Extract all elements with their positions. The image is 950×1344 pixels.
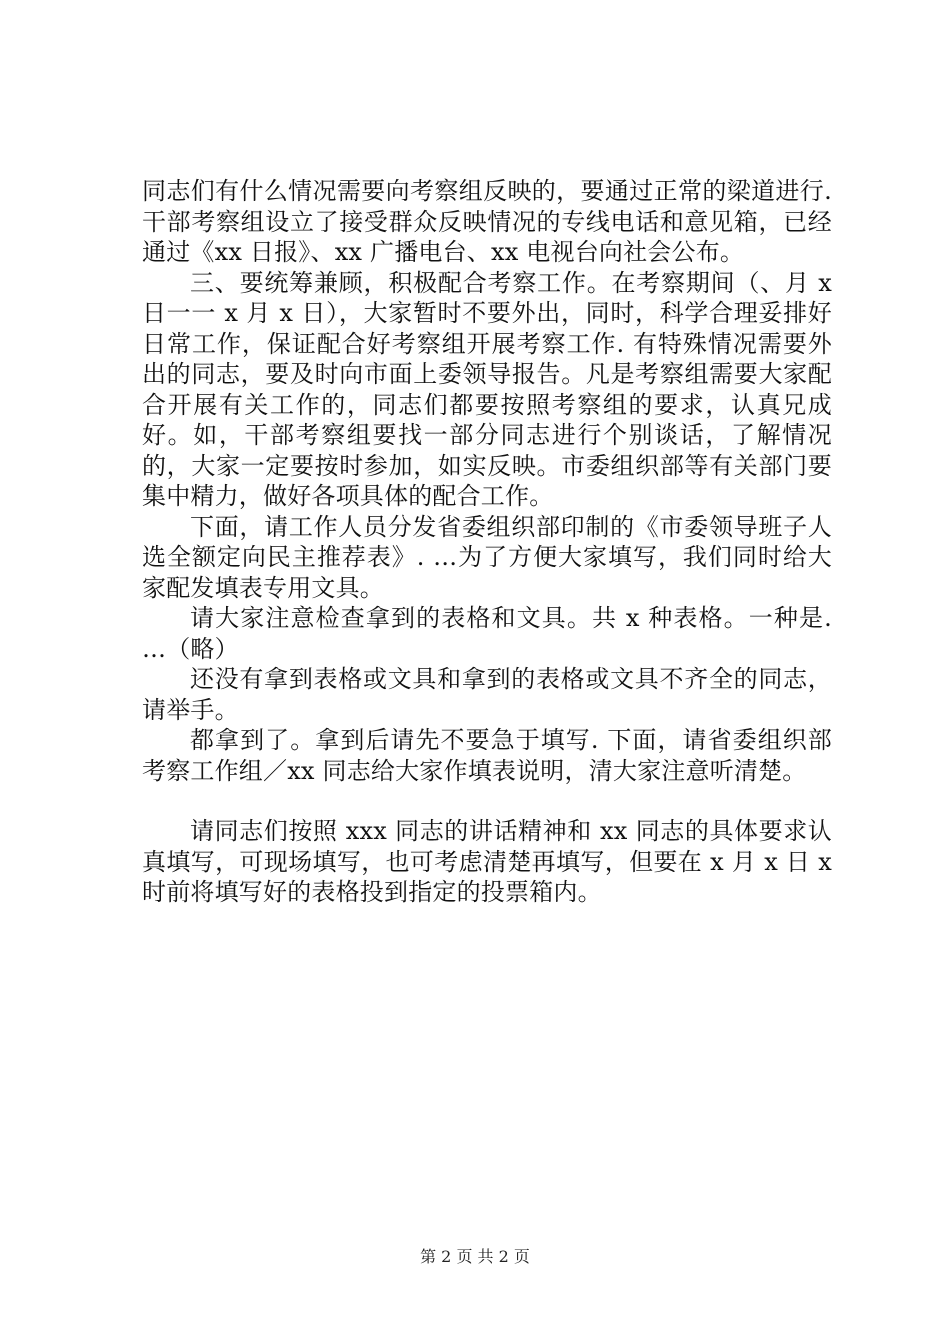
paragraph-3: 下面，请工作人员分发省委组织部印制的《市委领导班子人选全额定向民主推荐表》. …为了方便大家填写，我们同时给大家配发填表专用文具。 [142, 512, 832, 602]
paragraph-5: 还没有拿到表格或文具和拿到的表格或文具不齐全的同志，请举手。 [142, 665, 832, 724]
paragraph-6: 都拿到了。拿到后请先不要急于填写. 下面，请省委组织部考察工作组／xx 同志给大家作填表说明，清大家注意听清楚。 [142, 726, 832, 785]
paragraph-4: 请大家注意检查拿到的表格和文具。共 x 种表格。一种是. …（略） [142, 604, 832, 663]
paragraph-2: 三、要统筹兼顾，积极配合考察工作。在考察期间（、月 x 日一一 x 月 x 日），大家暂时不要外出，同时，科学合理妥排好日常工作，保证配合好考察组开展考察工作. 有特殊情况需要外出的同志，要及时向市面上委领导报告。凡是考察组需要大家配合开展有关工作的，同志们都要按照考察组的要求，认真兄成好。如，干部考察组要找一部分同志进行个别谈话，了解情况的，大家一定要按时参加，如实反映。市委组织部等有关部门要集中精力，做好各项具体的配合工作。 [142, 268, 832, 510]
document-body [142, 176, 832, 908]
paragraph-1: 同志们有什么情况需要向考察组反映的，要通过正常的梁道进行. 干部考察组设立了接受群众反映情况的专线电话和意见箱，已经通过《xx 日报》、xx 广播电台、xx 电视台向社会公布。 [142, 177, 832, 266]
paragraph-7: 请同志们按照 xxx 同志的讲话精神和 xx 同志的具体要求认真填写，可现场填写，也可考虑清楚再填写，但要在 x 月 x 日 x 时前将填写好的表格投到指定的投票箱内。 [142, 817, 832, 906]
page-number-footer: 第 2 页 共 2 页 [420, 1247, 530, 1266]
paragraph-spacer [142, 786, 832, 816]
